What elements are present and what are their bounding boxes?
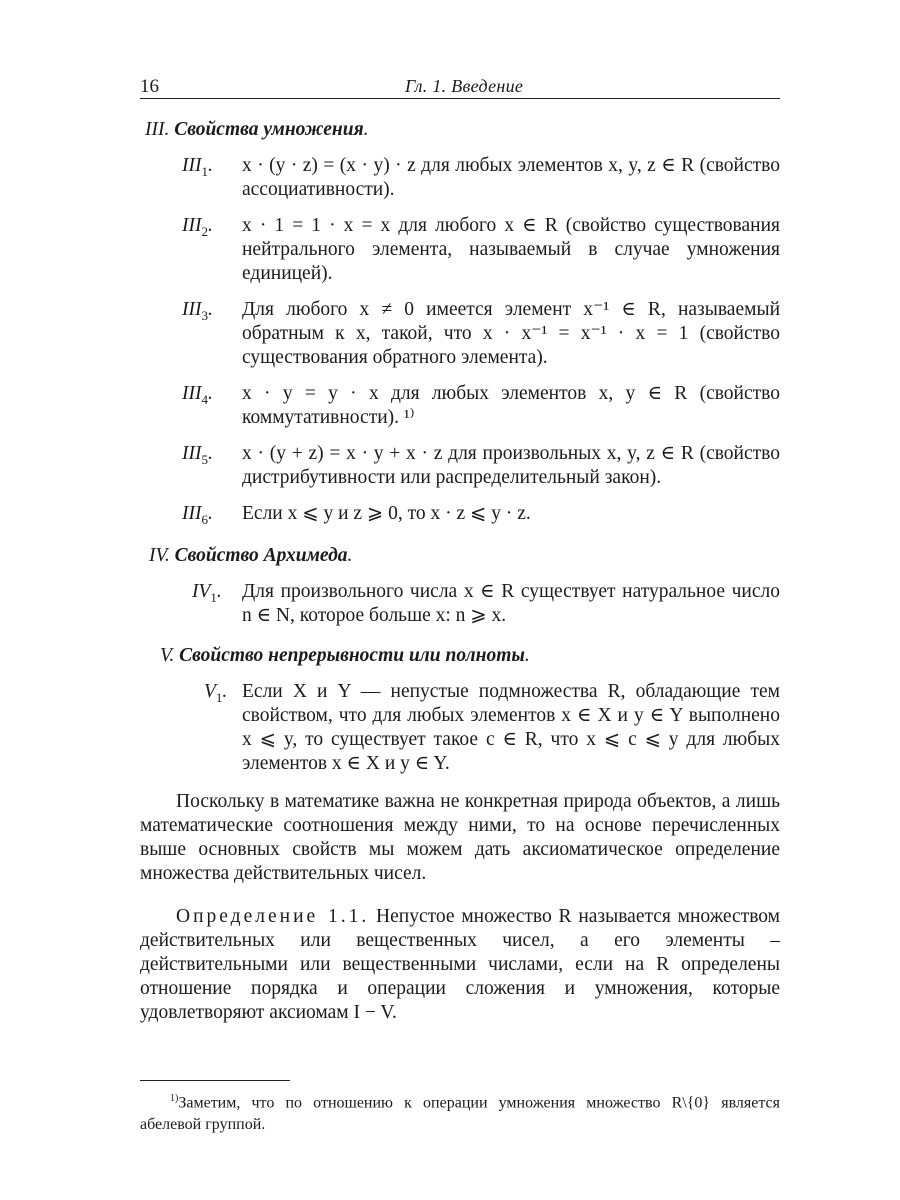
section-number: IV.: [149, 544, 175, 566]
running-head: [140, 76, 780, 100]
section-number: III.: [145, 119, 175, 140]
section-heading-archimedes: IV. Свойство Архимеда.: [149, 544, 353, 566]
axiom-III4: [140, 382, 780, 430]
chapter-title: Гл. 1. Введение: [405, 76, 524, 96]
axiom-text: Для произвольного числа x ∈ R существует натуральное число n ∈ N, которое больше x: n ⩾ x.: [242, 580, 780, 626]
definition-paragraph: [140, 905, 780, 1025]
header-rule: [140, 98, 780, 99]
axiom-number: $V_1$.: [204, 680, 228, 705]
axiom-III1: [140, 154, 780, 202]
section-title: Свойство непрерывности или полноты: [179, 644, 525, 666]
axiom-text: Если x ⩽ y и z ⩾ 0, то x · z ⩽ y · z.: [242, 503, 531, 524]
section-number: V.: [160, 644, 180, 666]
axiom-text: x · (y · z) = (x · y) · z для любых элементов x, y, z ∈ R (свойство ассоциативности).: [242, 155, 780, 200]
axiom-III5: [140, 442, 780, 490]
axiom-III2: [140, 214, 780, 286]
axiom-number: $III_4$.: [182, 383, 213, 407]
axiom-number: $III_3$.: [182, 299, 213, 323]
section-title: Свойства умножения: [174, 119, 364, 140]
axiom-III6: [140, 502, 780, 532]
axiom-V1: [140, 680, 780, 776]
axiom-number: $III_1$.: [182, 155, 213, 179]
body-paragraph: Поскольку в математике важна не конкретная природа объектов, а лишь математические соотношения между ними, то на основе перечисленных выше основных свойств мы можем дать аксиоматическое определение множества действительных чисел.: [140, 790, 780, 884]
section-title: Свойство Архимеда: [174, 544, 348, 566]
footnote-text: Заметим, что по отношению к операции умножения множество R\{0} является абелевой группой.: [140, 1094, 780, 1134]
footnote-rule: [140, 1080, 290, 1081]
axiom-number: $III_2$.: [182, 215, 213, 239]
page-number: 16: [140, 76, 159, 97]
definition-label: Определение 1.1.: [176, 906, 370, 928]
axiom-text: Для любого x ≠ 0 имеется элемент x⁻¹ ∈ R, называемый обратным к x, такой, что x · x⁻¹ = x⁻¹ · x = 1 (свойство существования обратного элемента).: [242, 299, 780, 368]
section-heading-completeness: V. Свойство непрерывности или полноты.: [160, 644, 530, 666]
footnote: [140, 1088, 780, 1136]
axiom-III3: [140, 298, 780, 370]
definition-text: Непустое множество R называется множеством действительных или вещественных чисел, а его элементы – действительными или вещественными числами, если на R определены отношение порядка и операции сложения и умножения, которые удовлетворяют аксиомам I − V.: [140, 906, 781, 1024]
axiom-number: $IV_1$.: [192, 580, 222, 605]
axiom-text: Если X и Y — непустые подмножества R, обладающие тем свойством, что для любых элементов x ∈ X и y ∈ Y выполнено x ⩽ y, то существует такое c ∈ R, что x ⩽ c ⩽ y для любых элементов x ∈ X и y ∈ Y.: [242, 680, 780, 774]
axiom-IV1: [140, 580, 780, 628]
axiom-number: $III_6$.: [182, 503, 213, 527]
axiom-text: x · y = y · x для любых элементов x, y ∈ R (свойство коммутативности). ¹⁾: [242, 383, 780, 428]
axiom-number: $III_5$.: [182, 443, 213, 467]
axiom-text: x · 1 = 1 · x = x для любого x ∈ R (свойство существования нейтрального элемента, называемый в случае умножения единицей).: [242, 215, 780, 284]
footnote-marker: 1): [170, 1093, 179, 1104]
axiom-text: x · (y + z) = x · y + x · z для произвольных x, y, z ∈ R (свойство дистрибутивности или распределительный закон).: [242, 443, 780, 488]
section-heading-multiplication: III. Свойства умножения.: [145, 119, 369, 140]
page-body: [140, 114, 780, 1045]
